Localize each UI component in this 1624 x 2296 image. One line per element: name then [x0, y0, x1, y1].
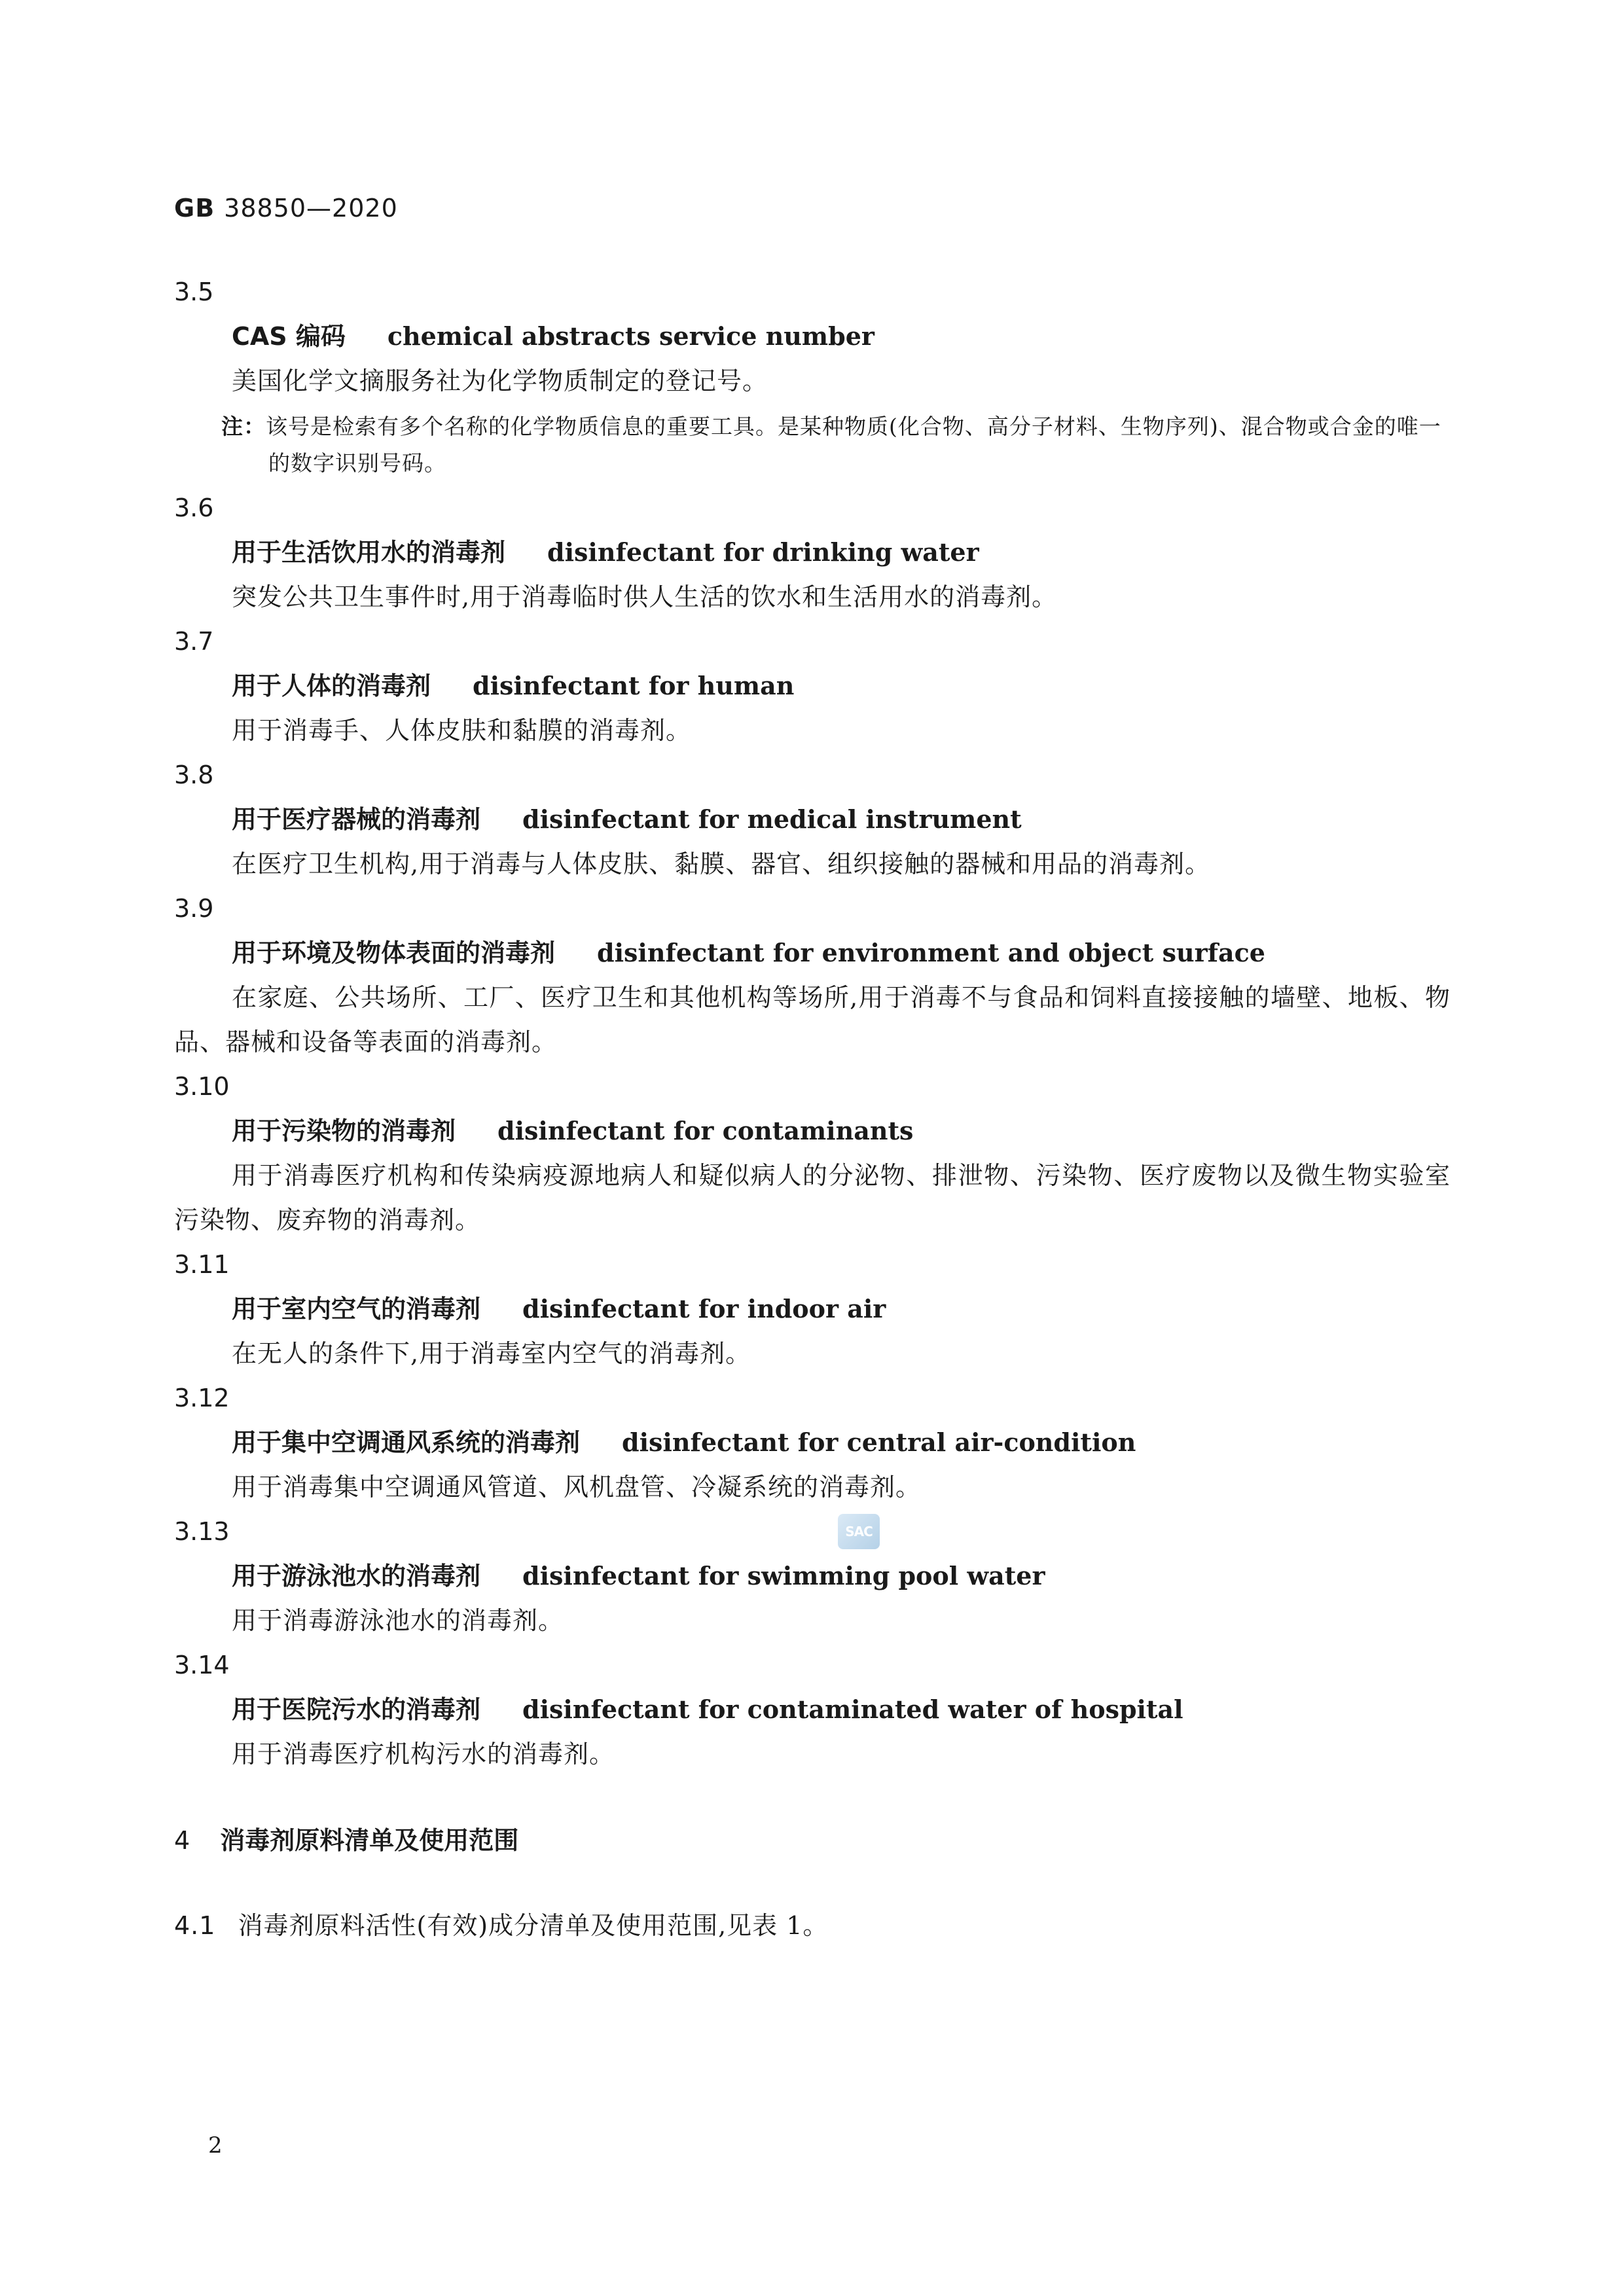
term-title-zh: 用于游泳池水的消毒剂: [232, 1562, 481, 1590]
term-title-en: disinfectant for indoor air: [522, 1294, 886, 1323]
term-3-12: [174, 1376, 1451, 1509]
term-3-10: [174, 1064, 1451, 1242]
term-number: 3.11: [174, 1250, 230, 1279]
term-title: [174, 664, 1451, 708]
term-definition: 用于消毒医疗机构和传染病疫源地病人和疑似病人的分泌物、排泄物、污染物、医疗废物以及微生物实验室污染物、废弃物的消毒剂。: [174, 1161, 1451, 1234]
clause-4-1: [174, 1903, 1451, 1948]
term-3-14: [174, 1643, 1451, 1776]
term-number: 3.7: [174, 627, 214, 656]
term-definition: 在医疗卫生机构,用于消毒与人体皮肤、黏膜、器官、组织接触的器械和用品的消毒剂。: [232, 850, 1211, 878]
term-note: [174, 408, 1451, 482]
term-title: [174, 1554, 1451, 1598]
term-number: 3.8: [174, 761, 214, 789]
term-definition: 突发公共卫生事件时,用于消毒临时供人生活的饮水和生活用水的消毒剂。: [232, 583, 1058, 611]
term-number: 3.10: [174, 1072, 230, 1101]
term-number: 3.9: [174, 894, 214, 923]
term-title: [174, 1420, 1451, 1465]
term-3-8: [174, 753, 1451, 886]
term-title: [174, 797, 1451, 842]
term-3-5: [174, 270, 1451, 482]
clause-number: 4.1: [174, 1911, 216, 1940]
term-number: 3.6: [174, 493, 214, 522]
note-label: 注：: [221, 414, 266, 439]
term-title-en: chemical abstracts service number: [387, 321, 875, 351]
section-title: 消毒剂原料清单及使用范围: [220, 1826, 519, 1855]
term-title: [174, 1109, 1451, 1153]
page-header: [174, 194, 398, 223]
term-title-zh: 用于集中空调通风系统的消毒剂: [232, 1428, 581, 1457]
term-title: [174, 1687, 1451, 1732]
term-title-zh: 用于生活饮用水的消毒剂: [232, 538, 506, 567]
term-title-en: disinfectant for central air-condition: [622, 1427, 1136, 1457]
term-title-en: disinfectant for human: [473, 671, 795, 700]
term-number: 3.5: [174, 278, 214, 306]
section-heading: [174, 1818, 1451, 1863]
term-definition: 用于消毒游泳池水的消毒剂。: [232, 1606, 564, 1635]
term-title-en: disinfectant for environment and object surface: [597, 938, 1265, 967]
term-title: [174, 314, 1451, 359]
section-number: 4: [174, 1826, 190, 1855]
term-3-7: [174, 619, 1451, 753]
term-title-zh: 用于人体的消毒剂: [232, 672, 431, 700]
term-title-zh: 用于污染物的消毒剂: [232, 1117, 456, 1145]
term-title-zh: 用于医疗器械的消毒剂: [232, 805, 481, 834]
term-definition: 在家庭、公共场所、工厂、医疗卫生和其他机构等场所,用于消毒不与食品和饲料直接接触的墙壁、地板、物品、器械和设备等表面的消毒剂。: [174, 983, 1451, 1056]
sac-watermark-logo: [838, 1514, 880, 1549]
term-title-zh: 用于室内空气的消毒剂: [232, 1295, 481, 1323]
term-title-en: disinfectant for contaminants: [497, 1116, 914, 1145]
header-standard-number: 38850—2020: [224, 194, 398, 223]
term-title: [174, 530, 1451, 575]
term-3-6: [174, 486, 1451, 619]
term-number: 3.13: [174, 1517, 230, 1546]
term-number: 3.12: [174, 1384, 230, 1412]
term-title: [174, 931, 1451, 975]
term-3-13: [174, 1509, 1451, 1643]
term-3-11: [174, 1242, 1451, 1376]
term-definition: 美国化学文摘服务社为化学物质制定的登记号。: [232, 367, 768, 395]
watermark-text: SAC: [845, 1524, 873, 1539]
term-title-zh: 用于医院污水的消毒剂: [232, 1695, 481, 1724]
term-title-en: disinfectant for drinking water: [547, 537, 979, 567]
page-number: 2: [208, 2132, 223, 2159]
term-definition: 用于消毒手、人体皮肤和黏膜的消毒剂。: [232, 716, 692, 745]
term-title-en: disinfectant for swimming pool water: [522, 1561, 1045, 1590]
term-title-en: disinfectant for medical instrument: [522, 804, 1022, 834]
term-title: [174, 1287, 1451, 1331]
term-3-9: [174, 886, 1451, 1064]
term-definition: 用于消毒集中空调通风管道、风机盘管、冷凝系统的消毒剂。: [232, 1473, 922, 1501]
term-number: 3.14: [174, 1651, 230, 1679]
term-definition: 用于消毒医疗机构污水的消毒剂。: [232, 1740, 615, 1768]
clause-text: 消毒剂原料活性(有效)成分清单及使用范围,见表 1。: [238, 1911, 829, 1940]
note-text: 该号是检索有多个名称的化学物质信息的重要工具。是某种物质(化合物、高分子材料、生物序列)、混合物或合金的唯一的数字识别号码。: [266, 414, 1441, 476]
term-title-zh: 用于环境及物体表面的消毒剂: [232, 939, 556, 967]
header-prefix: GB: [174, 194, 215, 223]
term-definition: 在无人的条件下,用于消毒室内空气的消毒剂。: [232, 1339, 751, 1368]
term-title-en: disinfectant for contaminated water of hospital: [522, 1695, 1183, 1724]
terms-content: [174, 270, 1451, 1948]
term-title-zh: CAS 编码: [232, 322, 346, 351]
